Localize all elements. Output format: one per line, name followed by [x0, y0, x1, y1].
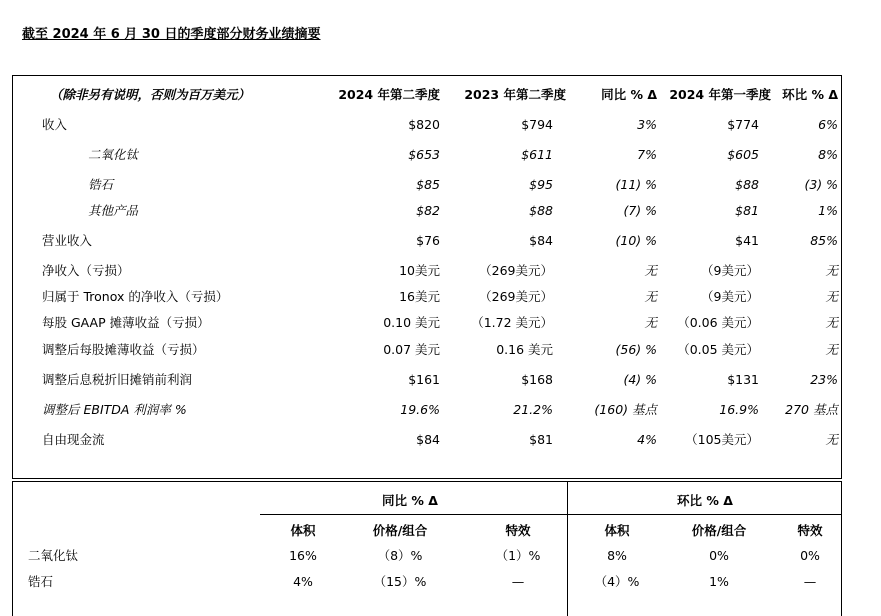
vol-subheader: 特效	[797, 523, 823, 538]
header-q1-2024: 2024 年第一季度	[669, 87, 771, 102]
cell-q2-2024: 16美元	[399, 289, 440, 304]
cell-q1-2024: （0.06 美元）	[677, 315, 759, 330]
cell-q1-2024: $81	[735, 203, 759, 218]
cell-qoq: 8%	[818, 147, 838, 162]
vol-qoq-header: 环比 % Δ	[677, 493, 733, 508]
units-note: （除非另有说明，否则为百万美元）	[50, 87, 251, 102]
page-title: 截至 2024 年 6 月 30 日的季度部分财务业绩摘要	[22, 27, 321, 42]
cell-q2-2023: 0.16 美元	[496, 342, 553, 357]
row-label: 其他产品	[88, 203, 139, 218]
cell-q1-2024: （0.05 美元）	[677, 342, 759, 357]
cell-q1-2024: （9美元）	[701, 263, 759, 278]
cell-q2-2023: （269美元）	[479, 289, 553, 304]
row-label: 锆石	[88, 177, 114, 192]
cell-qoq: 无	[825, 263, 838, 278]
header-yoy: 同比 % Δ	[601, 87, 657, 102]
cell-qoq: 1%	[818, 203, 838, 218]
cell-yoy: (4) %	[623, 372, 657, 387]
cell-q1-2024: $88	[735, 177, 759, 192]
cell-q1-2024: $131	[727, 372, 759, 387]
cell-qoq: 无	[825, 432, 838, 447]
cell-q2-2024: $653	[408, 147, 440, 162]
row-label: 营业收入	[42, 233, 93, 248]
cell-q2-2023: $81	[529, 432, 553, 447]
row-label: 二氧化钛	[88, 147, 139, 162]
cell-q2-2023: （269美元）	[479, 263, 553, 278]
cell-q2-2023: $168	[521, 372, 553, 387]
cell-q1-2024: （105美元）	[685, 432, 759, 447]
vol-cell: 8%	[607, 548, 627, 563]
vol-cell: 0%	[800, 548, 820, 563]
vol-cell: 1%	[709, 574, 729, 589]
cell-q2-2023: $794	[521, 117, 553, 132]
vol-yoy-header: 同比 % Δ	[382, 493, 438, 508]
vol-cell: （8）%	[377, 548, 423, 563]
cell-q2-2023: 21.2%	[513, 402, 553, 417]
cell-q2-2024: $161	[408, 372, 440, 387]
cell-qoq: 270 基点	[785, 402, 838, 417]
vol-subheader: 体积	[604, 523, 630, 538]
vol-row-label: 锆石	[28, 574, 54, 589]
vol-cell: —	[803, 574, 817, 589]
cell-q2-2024: $76	[416, 233, 440, 248]
header-qoq: 环比 % Δ	[782, 87, 838, 102]
vol-cell: 4%	[293, 574, 313, 589]
cell-yoy: 7%	[637, 147, 657, 162]
cell-q1-2024: （9美元）	[701, 289, 759, 304]
cell-q1-2024: $605	[727, 147, 759, 162]
vol-qoq-underline	[568, 514, 842, 515]
cell-q1-2024: $774	[727, 117, 759, 132]
cell-q2-2023: $88	[529, 203, 553, 218]
cell-yoy: (11) %	[615, 177, 657, 192]
cell-q2-2024: 19.6%	[400, 402, 440, 417]
row-label: 收入	[42, 117, 68, 132]
vol-cell: （15）%	[373, 574, 427, 589]
row-label: 调整后息税折旧摊销前利润	[42, 372, 193, 387]
cell-qoq: 85%	[810, 233, 838, 248]
row-label: 调整后每股摊薄收益（亏损）	[42, 342, 205, 357]
cell-yoy: (56) %	[615, 342, 657, 357]
cell-q2-2023: $611	[521, 147, 553, 162]
header-q2-2024: 2024 年第二季度	[338, 87, 440, 102]
cell-qoq: 6%	[818, 117, 838, 132]
vol-subheader: 价格/组合	[372, 523, 428, 538]
cell-yoy: 4%	[637, 432, 657, 447]
cell-yoy: (7) %	[623, 203, 657, 218]
cell-q2-2024: 0.10 美元	[383, 315, 440, 330]
cell-q2-2024: $82	[416, 203, 440, 218]
cell-q1-2024: $41	[735, 233, 759, 248]
vol-yoy-underline	[260, 514, 567, 515]
cell-q2-2024: 10美元	[399, 263, 440, 278]
cell-yoy: (10) %	[615, 233, 657, 248]
row-label: 净收入（亏损）	[42, 263, 130, 278]
row-label: 调整后 EBITDA 利润率 %	[42, 402, 187, 417]
cell-yoy: 3%	[637, 117, 657, 132]
vol-cell: （4）%	[594, 574, 640, 589]
cell-qoq: (3) %	[804, 177, 838, 192]
cell-q2-2023: （1.72 美元）	[471, 315, 553, 330]
cell-qoq: 无	[825, 289, 838, 304]
cell-yoy: 无	[644, 315, 657, 330]
cell-q1-2024: 16.9%	[719, 402, 759, 417]
cell-qoq: 无	[825, 315, 838, 330]
cell-q2-2024: $85	[416, 177, 440, 192]
cell-q2-2024: $84	[416, 432, 440, 447]
cell-qoq: 无	[825, 342, 838, 357]
cell-yoy: (160) 基点	[594, 402, 657, 417]
cell-q2-2023: $84	[529, 233, 553, 248]
vol-cell: —	[511, 574, 525, 589]
vol-subheader: 特效	[505, 523, 531, 538]
row-label: 归属于 Tronox 的净收入（亏损）	[42, 289, 229, 304]
vol-subheader: 价格/组合	[691, 523, 747, 538]
cell-q2-2024: $820	[408, 117, 440, 132]
cell-q2-2024: 0.07 美元	[383, 342, 440, 357]
cell-q2-2023: $95	[529, 177, 553, 192]
cell-qoq: 23%	[810, 372, 838, 387]
row-label: 每股 GAAP 摊薄收益（亏损）	[42, 315, 210, 330]
vol-cell: 0%	[709, 548, 729, 563]
row-label: 自由现金流	[42, 432, 105, 447]
vol-cell: 16%	[289, 548, 317, 563]
vol-row-label: 二氧化钛	[28, 548, 79, 563]
vol-cell: （1）%	[495, 548, 541, 563]
cell-yoy: 无	[644, 289, 657, 304]
vol-subheader: 体积	[290, 523, 316, 538]
header-q2-2023: 2023 年第二季度	[464, 87, 566, 102]
cell-yoy: 无	[644, 263, 657, 278]
